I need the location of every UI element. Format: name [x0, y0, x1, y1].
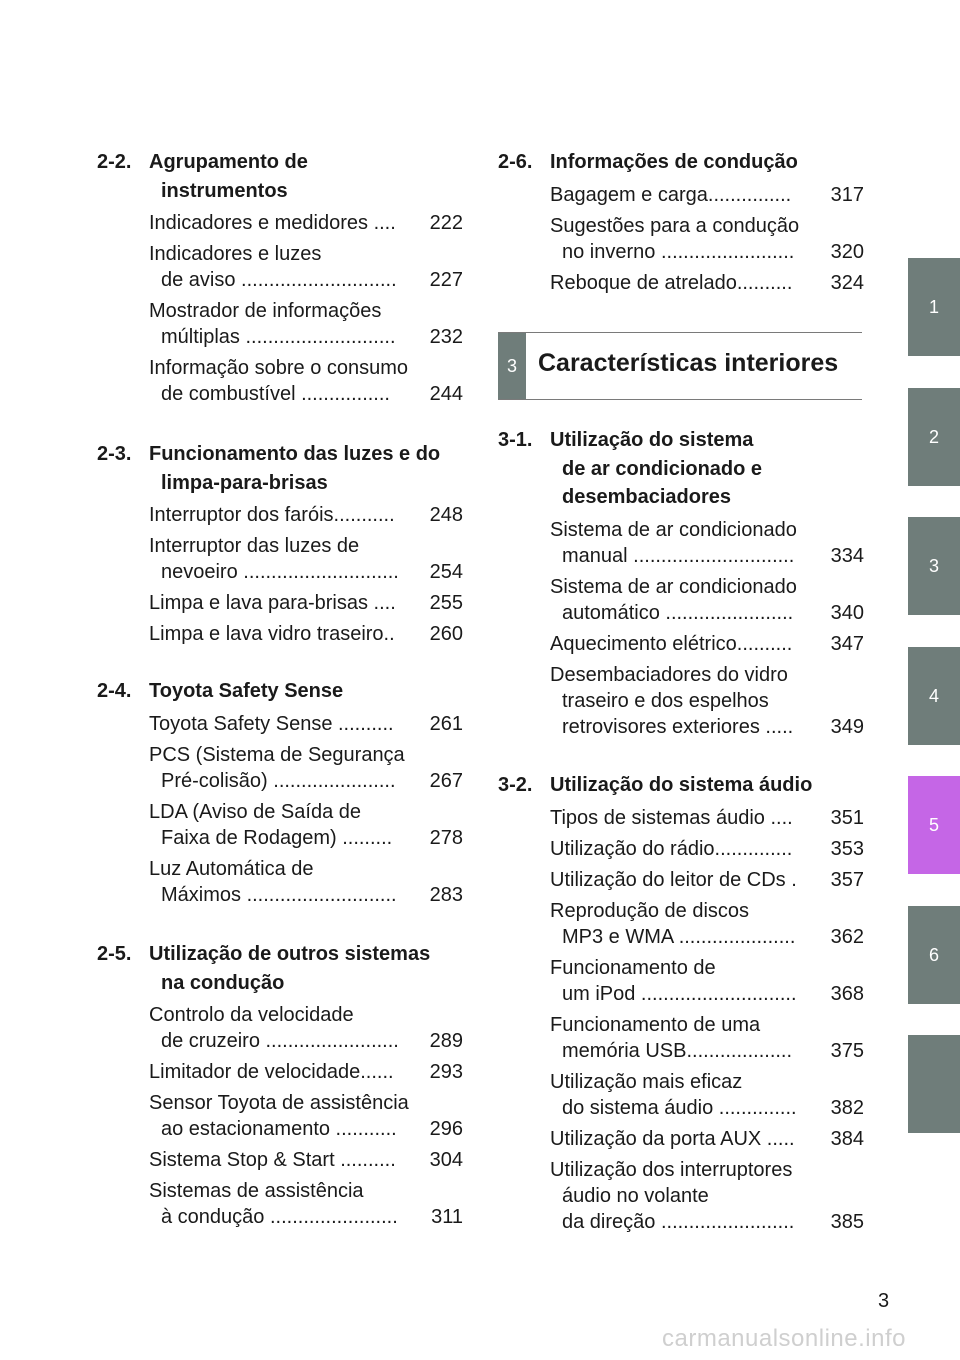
chapter-tab-6[interactable]: 6 [908, 906, 960, 1004]
entry-text: LDA (Aviso de Saída de [149, 800, 361, 823]
entry-text: Limpa e lava para-brisas .... [149, 592, 396, 614]
entry-text: Reboque de atrelado.......... [550, 271, 793, 294]
chapter-title: Características interiores [538, 349, 839, 377]
toc-section [97, 940, 463, 1230]
toc-entry[interactable] [97, 355, 463, 407]
entry-page-number: 347 [830, 632, 864, 655]
entry-text: PCS (Sistema de Segurança [149, 743, 405, 766]
entry-page-number: 349 [830, 715, 864, 738]
entry-text: Pré-colisão) ...................... [161, 769, 396, 792]
entry-page-number: 261 [429, 712, 463, 735]
entry-page-number: 232 [429, 326, 463, 348]
entry-text: Aquecimento elétrico.......... [550, 632, 793, 655]
entry-text: Interruptor dos faróis........... [149, 504, 395, 526]
entry-page-number: 311 [431, 1206, 463, 1228]
section-title-line: Utilização de outros sistemas [149, 943, 431, 965]
section-number: 2-6. [498, 151, 533, 173]
entry-text: um iPod ............................ [562, 982, 797, 1005]
entry-text: Desembaciadores do vidro [550, 663, 788, 686]
toc-entry[interactable] [97, 711, 463, 737]
toc-entry[interactable] [97, 1002, 463, 1054]
entry-text: Tipos de sistemas áudio .... [550, 806, 793, 829]
section-title-line: Informações de condução [550, 151, 798, 173]
entry-page-number: 317 [830, 183, 864, 206]
section-title-line: instrumentos [161, 179, 288, 202]
section-heading[interactable] [498, 148, 864, 177]
toc-entry[interactable] [498, 1012, 864, 1064]
entry-text: nevoeiro ............................ [161, 561, 399, 583]
entry-text: Interruptor das luzes de [149, 535, 360, 557]
toc-entry[interactable] [498, 836, 864, 862]
entry-text: de cruzeiro ........................ [161, 1030, 399, 1052]
toc-entry[interactable] [97, 1059, 463, 1085]
entry-page-number: 304 [429, 1149, 463, 1171]
entry-page-number: 351 [830, 806, 864, 829]
toc-entry[interactable] [498, 662, 864, 740]
entry-text: Indicadores e medidores .... [149, 212, 396, 234]
entry-text: manual ............................. [562, 544, 795, 567]
toc-entry[interactable] [498, 631, 864, 657]
entry-page-number: 293 [429, 1061, 463, 1083]
entry-text: memória USB................... [562, 1039, 793, 1062]
toc-entry[interactable] [498, 517, 864, 569]
chapter-tab-5[interactable]: 5 [908, 776, 960, 874]
section-title-line: na condução [161, 971, 285, 994]
section-title-line: Utilização do sistema [550, 429, 754, 451]
entry-page-number: 227 [429, 269, 463, 291]
entry-text: Utilização do rádio.............. [550, 837, 793, 860]
toc-entry[interactable] [498, 270, 864, 296]
toc-entry[interactable] [97, 210, 463, 236]
toc-entry[interactable] [498, 213, 864, 265]
section-title-line: Agrupamento de [149, 151, 308, 173]
section-number: 2-2. [97, 151, 132, 173]
toc-entry[interactable] [97, 502, 463, 528]
entry-page-number: 267 [429, 769, 463, 792]
toc-entry[interactable] [97, 241, 463, 293]
entry-text: traseiro e dos espelhos [562, 689, 769, 712]
entry-text: do sistema áudio .............. [562, 1096, 797, 1119]
toc-entry[interactable] [498, 1126, 864, 1152]
entry-text: Faixa de Rodagem) ......... [161, 826, 393, 849]
entry-page-number: 375 [830, 1039, 864, 1062]
entry-page-number: 255 [429, 592, 463, 614]
entry-text: áudio no volante [562, 1184, 709, 1207]
toc-entry[interactable] [97, 799, 463, 851]
entry-text: Toyota Safety Sense .......... [149, 712, 394, 735]
entry-page-number: 278 [429, 826, 463, 849]
entry-page-number: 248 [429, 504, 463, 526]
entry-text: Mostrador de informações [149, 300, 382, 322]
section-heading[interactable] [97, 148, 463, 205]
section-heading[interactable] [97, 940, 463, 997]
entry-text: MP3 e WMA ..................... [562, 925, 796, 948]
entry-text: Utilização dos interruptores [550, 1158, 793, 1181]
section-title-line: Toyota Safety Sense [149, 680, 344, 702]
entry-text: ao estacionamento ........... [161, 1118, 397, 1140]
entry-text: Utilização mais eficaz [550, 1070, 743, 1093]
entry-page-number: 244 [429, 383, 463, 405]
toc-entry[interactable] [498, 182, 864, 208]
entry-page-number: 289 [429, 1030, 463, 1052]
toc-entry[interactable] [498, 1157, 864, 1235]
entry-text: Sistema de ar condicionado [550, 575, 797, 598]
toc-entry[interactable] [97, 856, 463, 908]
chapter-tab-index[interactable] [908, 1035, 960, 1133]
entry-text: retrovisores exteriores ..... [562, 715, 794, 738]
entry-text: Limitador de velocidade...... [149, 1061, 394, 1083]
entry-page-number: 324 [830, 271, 864, 294]
entry-text: Funcionamento de uma [550, 1013, 761, 1036]
entry-text: Sistema Stop & Start .......... [149, 1149, 396, 1171]
section-title-line: Utilização do sistema áudio [550, 774, 813, 796]
entry-page-number: 283 [429, 883, 463, 906]
entry-text: Luz Automática de [149, 857, 314, 880]
toc-entry[interactable] [97, 298, 463, 350]
section-title-line: de ar condicionado e [562, 457, 763, 480]
toc-section [97, 148, 463, 407]
entry-page-number: 382 [830, 1096, 864, 1119]
entry-text: Sensor Toyota de assistência [149, 1092, 409, 1114]
entry-page-number: 320 [830, 240, 864, 263]
toc-entry[interactable] [97, 590, 463, 616]
entry-text: múltiplas ........................... [161, 326, 396, 348]
entry-text: à condução ....................... [161, 1206, 398, 1228]
entry-text: Funcionamento de [550, 956, 716, 979]
entry-page-number: 385 [830, 1210, 864, 1233]
entry-text: no inverno ........................ [562, 240, 795, 263]
section-number: 3-1. [498, 429, 533, 451]
toc-section [498, 771, 864, 1235]
entry-text: Utilização da porta AUX ..... [550, 1127, 795, 1150]
entry-text: automático ....................... [562, 601, 794, 624]
watermark: carmanualsonline.info [662, 1325, 906, 1352]
entry-text: Máximos ........................... [161, 883, 397, 906]
page-number: 3 [878, 1290, 890, 1312]
entry-page-number: 340 [830, 601, 864, 624]
entry-text: da direção ........................ [562, 1210, 795, 1233]
entry-page-number: 357 [830, 868, 864, 891]
entry-page-number: 384 [830, 1127, 864, 1150]
entry-text: de combustível ................ [161, 383, 390, 405]
toc-entry[interactable] [498, 574, 864, 626]
entry-text: Limpa e lava vidro traseiro.. [149, 623, 395, 645]
section-number: 2-3. [97, 443, 132, 465]
entry-text: de aviso ............................ [161, 269, 397, 291]
toc-entry[interactable] [498, 805, 864, 831]
entry-page-number: 260 [429, 623, 463, 645]
toc-entry[interactable] [97, 621, 463, 647]
chapter-tab-2[interactable]: 2 [908, 388, 960, 486]
toc-entry[interactable] [498, 955, 864, 1007]
section-title-line: limpa-para-brisas [161, 471, 328, 494]
toc-section [97, 440, 463, 647]
chapter-tab-1[interactable]: 1 [908, 258, 960, 356]
entry-text: Indicadores e luzes [149, 243, 322, 265]
section-heading[interactable] [498, 426, 864, 512]
entry-page-number: 296 [429, 1118, 463, 1140]
entry-page-number: 254 [429, 561, 463, 583]
entry-page-number: 334 [830, 544, 864, 567]
toc-entry[interactable] [498, 898, 864, 950]
section-heading[interactable] [97, 677, 463, 706]
entry-text: Sistemas de assistência [149, 1180, 364, 1202]
entry-page-number: 222 [429, 212, 463, 234]
toc-entry[interactable] [498, 867, 864, 893]
section-number: 3-2. [498, 774, 533, 796]
section-number: 2-5. [97, 943, 132, 965]
entry-text: Reprodução de discos [550, 899, 750, 922]
entry-text: Utilização do leitor de CDs . [550, 868, 797, 891]
section-title-line: desembaciadores [562, 486, 731, 508]
section-heading[interactable] [498, 771, 864, 800]
toc-entry[interactable] [498, 1069, 864, 1121]
chapter-tab-4[interactable]: 4 [908, 647, 960, 745]
section-title-line: Funcionamento das luzes e do [149, 443, 441, 465]
chapter-heading [498, 332, 862, 400]
entry-page-number: 362 [830, 925, 864, 948]
toc-entry[interactable] [97, 1147, 463, 1173]
toc-entry[interactable] [97, 1090, 463, 1142]
toc-entry[interactable] [97, 1178, 463, 1230]
entry-text: Controlo da velocidade [149, 1004, 354, 1026]
toc-section [97, 677, 463, 908]
section-heading[interactable] [97, 440, 463, 497]
entry-text: Sistema de ar condicionado [550, 518, 797, 541]
entry-text: Bagagem e carga............... [550, 183, 792, 206]
toc-entry[interactable] [97, 742, 463, 794]
section-number: 2-4. [97, 680, 132, 702]
entry-page-number: 368 [830, 982, 864, 1005]
chapter-number: 3 [498, 333, 526, 399]
toc-section [498, 426, 864, 740]
entry-text: Informação sobre o consumo [149, 357, 409, 379]
toc-section [498, 148, 864, 296]
toc-entry[interactable] [97, 533, 463, 585]
entry-page-number: 353 [830, 837, 864, 860]
chapter-tab-3[interactable]: 3 [908, 517, 960, 615]
entry-text: Sugestões para a condução [550, 214, 800, 237]
